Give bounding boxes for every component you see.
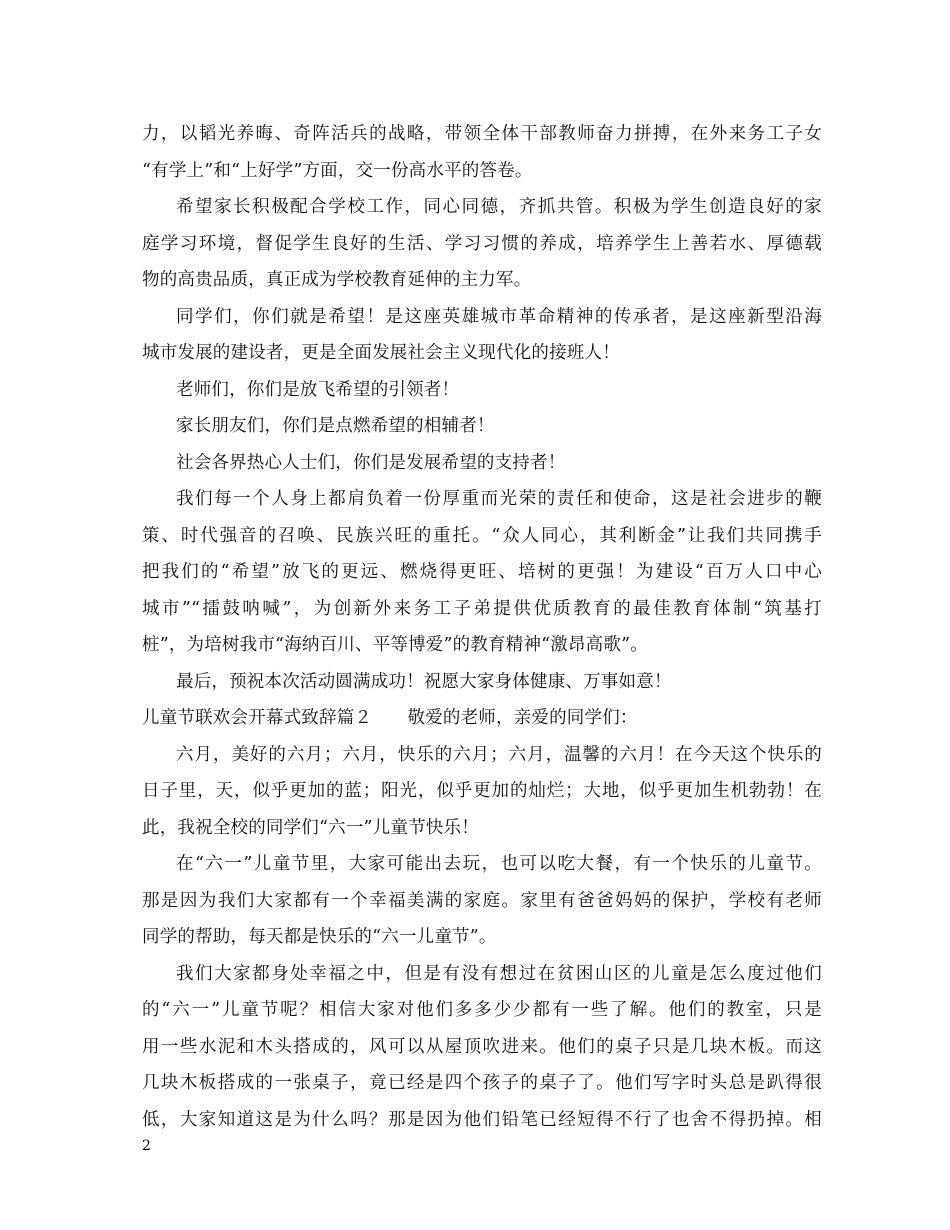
body-text [142,116,822,1138]
text-line: 我们每一个人身上都肩负着一份厚重而光荣的责任和使命，这是社会进步的鞭 [176,489,822,509]
text-line: 儿童节联欢会开幕式致辞篇２ 敬爱的老师，亲爱的同学们： [142,708,638,728]
text-line: 日子里，天，似乎更加的蓝；阳光，似乎更加的灿烂；大地，似乎更加生机勃勃！在 [142,781,822,801]
text-line: 桩”，为培树我市“海纳百川、平等博爱”的教育精神“激昂高歌”。 [142,635,648,655]
text-line: 把我们的“希望”放飞的更远、燃烧得更旺、培树的更强！为建设“百万人口中心 [142,562,822,582]
text-line: 低，大家知道这是为什么吗？那是因为他们铅笔已经短得不行了也舍不得扔掉。相 [142,1109,822,1130]
text-line: 同学的帮助，每天都是快乐的“六一儿童节”。 [142,927,497,947]
text-line: “有学上”和“上好学”方面，交一份高水平的答卷。 [142,160,533,181]
text-line: 我们大家都身处幸福之中，但是有没有想过在贫困山区的儿童是怎么度过他们 [176,963,822,984]
text-line: 六月，美好的六月；六月，快乐的六月；六月，温馨的六月！在今天这个快乐的 [176,744,822,765]
text-line: 希望家长积极配合学校工作，同心同德，齐抓共管。积极为学生创造良好的家 [176,197,822,217]
text-line: 城市发展的建设者，更是全面发展社会主义现代化的接班人！ [142,343,620,363]
page-number: 2 [142,1138,151,1154]
text-line: 庭学习环境，督促学生良好的生活、学习习惯的养成，培养学生上善若水、厚德载 [142,233,822,254]
text-line: 社会各界热心人士们，你们是发展希望的支持者！ [176,452,566,473]
text-line: 在“六一”儿童节里，大家可能出去玩，也可以吃大餐，有一个快乐的儿童节。 [176,854,822,874]
text-line: 策、时代强音的召唤、民族兴旺的重托。“众人同心，其利断金”让我们共同携手 [142,525,822,546]
text-line: 最后，预祝本次活动圆满成功！祝愿大家身体健康、万事如意！ [176,671,672,692]
text-line: 那是因为我们大家都有一个幸福美满的家庭。家里有爸爸妈妈的保护，学校有老师 [142,890,822,911]
text-line: 此，我祝全校的同学们“六一”儿童节快乐！ [142,817,479,838]
text-line: 的“六一”儿童节呢？相信大家对他们多多少少都有一些了解。他们的教室，只是 [142,1000,822,1020]
text-line: 几块木板搭成的一张桌子，竟已经是四个孩子的桌子了。他们写字时头总是趴得很 [142,1073,822,1093]
text-line: 力，以韬光养晦、奇阵活兵的战略，带领全体干部教师奋力拼搏，在外来务工子女 [142,124,822,144]
text-line: 用一些水泥和木头搭成的，风可以从屋顶吹进来。他们的桌子只是几块木板。而这 [142,1036,822,1057]
text-line: 家长朋友们，你们是点燃希望的相辅者！ [176,416,495,436]
text-line: 老师们，你们是放飞希望的引领者！ [176,379,460,400]
text-line: 城市”“擂鼓呐喊”，为创新外来务工子弟提供优质教育的最佳教育体制“筑基打 [142,598,822,619]
text-line: 物的高贵品质，真正成为学校教育延伸的主力军。 [142,270,532,290]
text-line: 同学们，你们就是希望！是这座英雄城市革命精神的传承者，是这座新型沿海 [176,306,822,327]
